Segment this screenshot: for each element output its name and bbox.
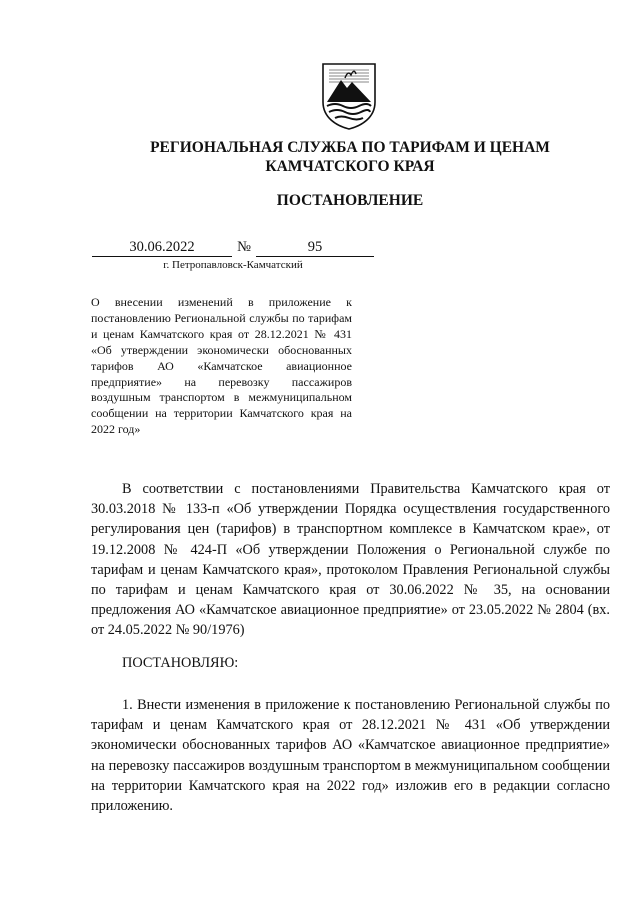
preamble-paragraph: В соответствии с постановлениями Правительства Камчатского края от 30.03.2018 № 133-п «Об утверждении Порядка осуществления государственного регулирования цен (тарифов) в транспортном комплексе в Камчатском крае», от 19.12.2008 № 424-П «Об утверждении Положения о Региональной службе по тарифам и ценам Камчатского края», протоколом Правления Региональной службы по тарифам и ценам Камчатского края от 30.06.2022 № 35, на основании предложения АО «Камчатское авиационное предприятие» от 23.05.2022 № 2804 (вх. от 24.05.2022 № 90/1976) — [91, 481, 610, 639]
kamchatka-coat-of-arms-icon — [321, 62, 377, 130]
item-1-paragraph: 1. Внести изменения в приложение к постановлению Региональной службы по тарифам и ценам Камчатского края от 28.12.2021 № 431 «Об утверждении экономически обоснованных тарифов АО «Камчатское авиационное предприятие» на перевозку пассажиров воздушным транспортом в межмуниципальном сообщении на территории Камчатского края на 2022 год» изложив его в редакции согласно приложению. — [91, 697, 610, 815]
organization-title — [100, 138, 600, 176]
number-label: № — [237, 239, 251, 255]
document-subject: О внесении изменений в приложение к постановлению Региональной службы по тарифам и ценам Камчатского края от 28.12.2021 № 431 «Об утверждении экономически обоснованных тарифов АО «Камчатское авиационное предприятие» на перевозку пассажиров воздушным транспортом в межмуниципальном сообщении на территории Камчатского края на 2022 год» — [91, 295, 352, 437]
org-title-line1: РЕГИОНАЛЬНАЯ СЛУЖБА ПО ТАРИФАМ И ЦЕНАМ — [150, 139, 550, 156]
document-date: 30.06.2022 — [92, 239, 232, 257]
document-type-title: ПОСТАНОВЛЕНИЕ — [276, 192, 424, 209]
city-name: г. Петропавловск-Камчатский — [163, 259, 303, 271]
org-title-line2: КАМЧАТСКОГО КРАЯ — [265, 158, 435, 175]
date-number-line — [92, 239, 374, 258]
decree-word: ПОСТАНОВЛЯЮ: — [122, 655, 239, 671]
document-number: 95 — [256, 239, 374, 257]
